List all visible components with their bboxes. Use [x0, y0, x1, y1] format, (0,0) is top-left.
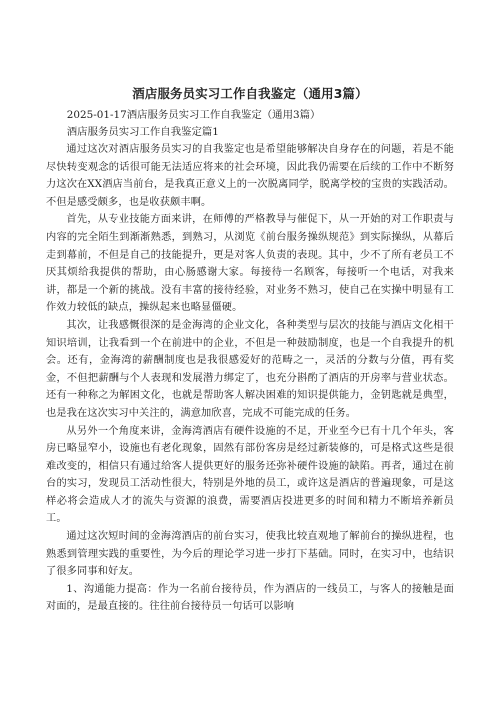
body-paragraph: 从另外一个角度来讲，金海湾酒店有硬件设施的不足，开业至今已有十几个年头，客房已略显窄小，设施也有老化现象，固然有部份客房是经过新装修的，可是格式这些是很难改变的，相信只有通过给客人提供更好的服务还弥补硬件设施的缺陷。再者，通过在前台的实习，发现员工活动性很大，特别是外地的员工，或许这是酒店的普遍现象，可是这样必将会造成人才的流失与资源的浪费，需要酒店投进更多的时间和精力不断培养新员工。 [46, 425, 454, 525]
section-heading: 酒店服务员实习工作自我鉴定篇1 [66, 126, 219, 138]
document-body [46, 141, 454, 616]
body-paragraph: 通过这次短时间的金海湾酒店的前台实习，使我比较直观地了解前台的操纵进程，也熟悉到管理实践的重要性，为今后的理论学习进一步打下基础。同时，在实习中，也结识了很多同事和好友。 [46, 531, 454, 578]
document-title: 酒店服务员实习工作自我鉴定（通用3篇） [132, 86, 368, 101]
document-meta-line: 2025-01-17酒店服务员实习工作自我鉴定（通用3篇） [66, 109, 321, 121]
body-paragraph: 1、沟通能力提高：作为一名前台接待员，作为酒店的一线员工，与客人的接触是面对面的，是最直接的。往往前台接待员一句话可以影响 [46, 583, 454, 613]
body-paragraph: 其次，让我感慨很深的是金海湾的企业文化，各种类型与层次的技能与酒店文化相干知识培训，让我看到一个在前进中的企业，不但是一种鼓励制度，也是一个自我提升的机会。还有，金海湾的薪酬制度也是我很感爱好的范畴之一，灵活的分数与分值，再有奖金，不但把薪酬与个人表现和发展潜力绑定了，也充分斟酌了酒店的开房率与营业状态。还有一种称之为解困文化，也就是帮助客人解决困难的知识提供能力，金钥匙就是典型，也是我在这次实习中关注的，满意加欣喜，完成不可能完成的任务。 [46, 319, 454, 419]
body-paragraph: 通过这次对酒店服务员实习的自我鉴定也是希望能够解决自身存在的问题，若是不能尽快转变观念的话很可能无法适应将来的社会环境，因此我仍需要在后续的工作中不断努力这次在XX酒店当前台，是我真正意义上的一次脱离同学，脱离学校的宝贵的实践活动。不但是感受颇多，也是收获颇丰啊。 [46, 144, 454, 208]
body-paragraph: 首先，从专业技能方面来讲，在师傅的严格教导与催促下，从一开始的对工作职责与内容的完全陌生到渐渐熟悉，到熟习，从浏览《前台服务操纵规范》到实际操纵，从幕后走到幕前，不但是自己的技能提升，更是对客人负责的表现。其中，少不了所有老员工不厌其烦给我提供的帮助，由心肠感谢大家。每接待一名顾客，每接听一个电话，对我来讲，都是一个新的挑战。没有丰富的接待经验，对业务不熟习，使自己在实操中明显有工作效力较低的缺点，操纵起来也略显僵硬。 [46, 214, 454, 314]
